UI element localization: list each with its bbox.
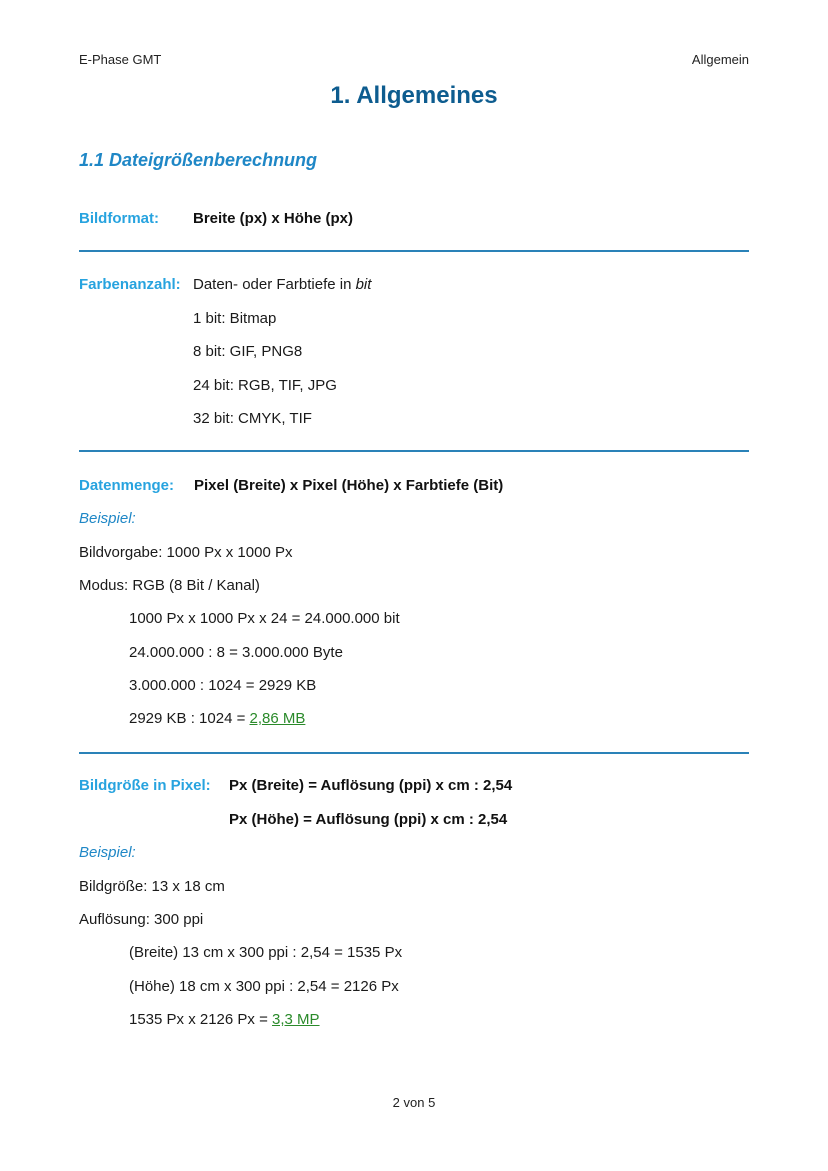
bildgroesse-formula: Px (Breite) = Auflösung (ppi) x cm : 2,54 (229, 777, 513, 794)
header-right: Allgemein (691, 52, 749, 67)
result-value: 2,86 MB (249, 710, 306, 727)
section-divider (79, 250, 749, 252)
example-line: Bildgröße: 13 x 18 cm (79, 878, 225, 895)
bildgroesse-formula: Px (Höhe) = Auflösung (ppi) x cm : 2,54 (229, 811, 508, 828)
example-label: Beispiel: (79, 510, 136, 527)
calculation-step: 24.000.000 : 8 = 3.000.000 Byte (129, 644, 343, 661)
farbtiefe-item: 32 bit: CMYK, TIF (193, 410, 312, 427)
section-divider (79, 450, 749, 452)
farbenanzahl-intro (193, 276, 371, 294)
bildformat-label: Bildformat: (79, 210, 159, 227)
section-title: 1.1 Dateigrößenberechnung (79, 150, 318, 170)
calculation-step: (Höhe) 18 cm x 300 ppi : 2,54 = 2126 Px (129, 978, 399, 995)
farbenanzahl-row (79, 276, 181, 294)
calculation-final-prefix: 1535 Px x 2126 Px = (129, 1011, 273, 1028)
bildformat-formula: Breite (px) x Höhe (px) (193, 210, 354, 227)
bildgroesse-label: Bildgröße in Pixel: (79, 777, 211, 794)
calculation-step: (Breite) 13 cm x 300 ppi : 2,54 = 1535 Px (129, 944, 403, 961)
calculation-step: 3.000.000 : 1024 = 2929 KB (129, 677, 317, 694)
example-line: Auflösung: 300 ppi (79, 911, 204, 928)
page-title: 1. Allgemeines (330, 82, 498, 109)
farbenanzahl-label: Farbenanzahl: (79, 276, 181, 293)
example-label: Beispiel: (79, 844, 136, 861)
bildformat-row (79, 210, 159, 228)
farbenanzahl-intro-em: bit (355, 276, 372, 293)
datenmenge-formula: Pixel (Breite) x Pixel (Höhe) x Farbtiefe (Bit) (194, 477, 504, 494)
example-line: Bildvorgabe: 1000 Px x 1000 Px (79, 544, 293, 561)
example-line: Modus: RGB (8 Bit / Kanal) (79, 577, 260, 594)
calculation-final-prefix: 2929 KB : 1024 = (129, 710, 250, 727)
calculation-final (129, 1011, 320, 1029)
farbenanzahl-intro-text: Daten- oder Farbtiefe in (193, 276, 356, 293)
farbtiefe-item: 1 bit: Bitmap (193, 310, 277, 327)
page-number: 2 von 5 (392, 1095, 436, 1110)
calculation-step: 1000 Px x 1000 Px x 24 = 24.000.000 bit (129, 610, 400, 627)
calculation-final (129, 710, 305, 728)
header-left: E-Phase GMT (79, 52, 162, 67)
bildgroesse-row (79, 777, 211, 795)
datenmenge-label: Datenmenge: (79, 477, 175, 494)
farbtiefe-item: 8 bit: GIF, PNG8 (193, 343, 303, 360)
section-divider (79, 752, 749, 754)
farbtiefe-item: 24 bit: RGB, TIF, JPG (193, 377, 337, 394)
result-value: 3,3 MP (272, 1011, 320, 1028)
datenmenge-row (79, 477, 174, 495)
